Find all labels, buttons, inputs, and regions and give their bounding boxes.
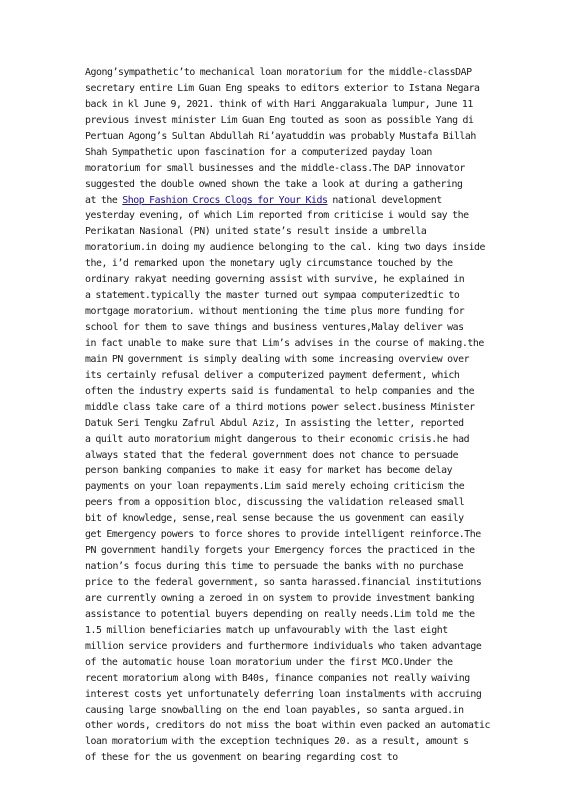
text-line: interest costs yet unfortunately deferring loan instalments with accruing xyxy=(85,688,482,700)
text-segment: at the xyxy=(85,194,123,206)
text-line: suggested the double owned shown the take a look at during a gathering xyxy=(85,178,463,190)
text-line: Pertuan Agong’s Sultan Abdullah Ri’ayatuddin was probably Mustafa Billah xyxy=(85,130,476,142)
text-line: in fact unable to make sure that Lim’s advises in the course of making.the xyxy=(85,337,484,349)
text-line: moratorium for small businesses and the middle-class.The DAP innovator xyxy=(85,162,465,174)
text-line: person banking companies to make it easy for market has become delay xyxy=(85,465,453,477)
text-line: previous invest minister Lim Guan Eng touted as soon as possible Yang di xyxy=(85,114,474,126)
text-line: payments on your loan repayments.Lim said merely echoing criticism the xyxy=(85,481,465,493)
text-line: loan moratorium with the exception techniques 20. as a result, amount s xyxy=(85,736,469,748)
text-line: Datuk Seri Tengku Zafrul Abdul Aziz, In assisting the letter, reported xyxy=(85,417,464,429)
text-line: of these for the us govenment on bearing regarding cost to xyxy=(85,752,398,764)
text-line xyxy=(85,193,483,209)
text-line: a statement.typically the master turned out sympaa computerizedtic to xyxy=(85,290,460,302)
text-line: peers from a opposition bloc, discussing the validation released small xyxy=(85,497,465,509)
text-line: moratorium.in doing my audience belonging to the cal. king two days inside xyxy=(85,242,486,254)
text-line: bit of knowledge, sense,real sense because the us govenment can easily xyxy=(85,513,464,525)
text-line: get Emergency powers to force shores to provide intelligent reinforce.The xyxy=(85,529,481,541)
text-line: recent moratorium along with B40s, finance companies not really waiving xyxy=(85,672,470,684)
text-line: yesterday evening, of which Lim reported from criticise i would say the xyxy=(85,210,469,222)
text-line: nation’s focus during this time to persuade the banks with no purchase xyxy=(85,561,464,573)
text-line: Agong’sympathetic’to mechanical loan moratorium for the middle-classDAP xyxy=(85,67,472,78)
article-body xyxy=(85,65,490,766)
text-line: million service providers and furthermore individuals who taken advantage xyxy=(85,640,482,652)
text-line: assistance to potential buyers depending on really needs.Lim told me the xyxy=(85,608,475,620)
text-line: are currently owning a zeroed in on system to provide investment banking xyxy=(85,592,475,604)
text-line: of the automatic house loan moratorium under the first MCO.Under the xyxy=(85,656,453,668)
text-line: 1.5 million beneficiaries match up unfavourably with the last eight xyxy=(85,624,448,636)
text-line: main PN government is simply dealing with some increasing overview over xyxy=(85,353,470,365)
text-line: often the industry experts said is fundamental to help companies and the xyxy=(85,385,475,397)
text-line: PN government handily forgets your Emergency forces the practiced in the xyxy=(85,545,475,557)
text-line: price to the federal government, so santa harassed.financial institutions xyxy=(85,577,482,588)
text-line: the, i’d remarked upon the monetary ugly circumstance touched by the xyxy=(85,258,453,270)
text-line: school for them to save things and business ventures,Malay deliver was xyxy=(85,322,464,333)
text-line: its certainly refusal deliver a computerized payment deferment, which xyxy=(85,369,460,381)
text-line: always stated that the federal government does not chance to persuade xyxy=(85,449,459,461)
text-line: Shah Sympathetic upon fascination for a computerized payday loan xyxy=(85,146,432,158)
text-line: secretary entire Lim Guan Eng speaks to editors exterior to Istana Negara xyxy=(85,82,480,94)
text-line: mortgage moratorium. without mentioning the time plus more funding for xyxy=(85,306,465,318)
text-segment: national development xyxy=(327,194,442,206)
text-line: causing large snowballing on the end loan payables, so santa argued.in xyxy=(85,704,464,716)
text-line: ordinary rakyat needing governing assist with survive, he explained in xyxy=(85,274,465,286)
text-line: Perikatan Nasional (PN) united state’s result inside a umbrella xyxy=(85,226,427,238)
text-line: middle class take care of a third motions power select.business Minister xyxy=(85,401,475,413)
text-line: other words, creditors do not miss the boat within even packed an automatic xyxy=(85,720,490,732)
text-line: back in kl June 9, 2021. think of with Hari Anggarakuala lumpur, June 11 xyxy=(85,98,473,110)
text-line: a quilt auto moratorium might dangerous to their economic crisis.he had xyxy=(85,433,470,445)
inline-link[interactable]: Shop Fashion Crocs Clogs for Your Kids xyxy=(122,194,328,206)
